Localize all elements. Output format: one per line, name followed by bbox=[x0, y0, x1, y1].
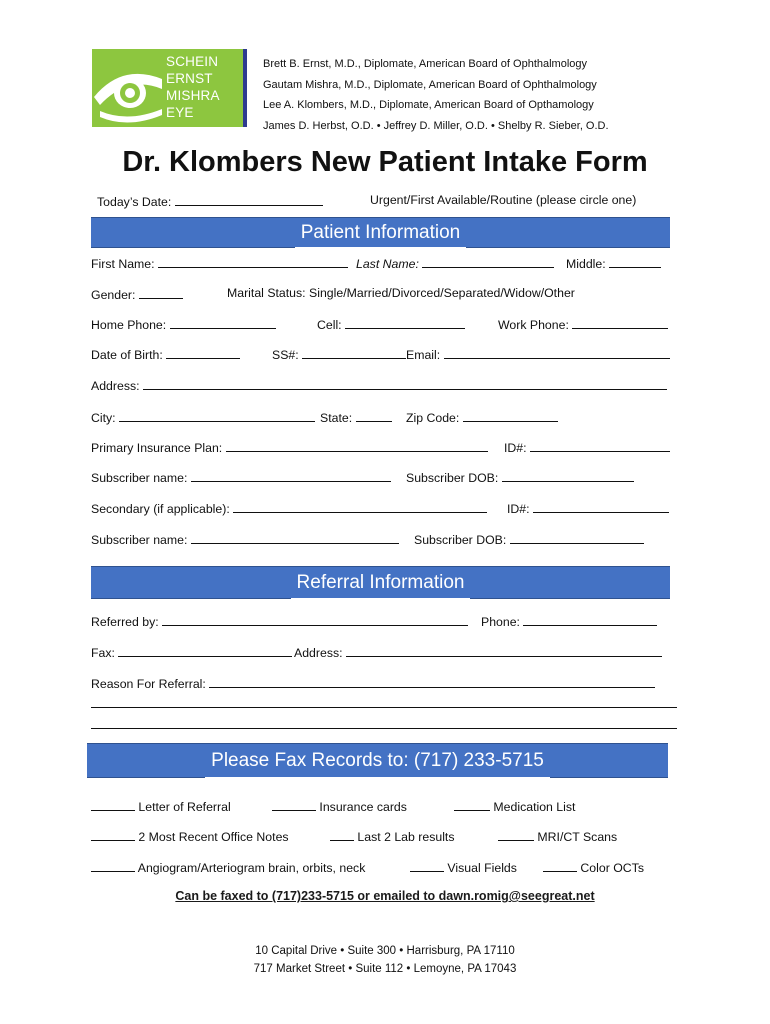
cell-field[interactable] bbox=[345, 316, 465, 329]
referral-phone-field[interactable] bbox=[523, 613, 657, 626]
record-item bbox=[91, 828, 289, 844]
ss-row bbox=[272, 346, 406, 362]
doctor-line: Lee A. Klombers, M.D., Diplomate, American Board of Opthamology bbox=[263, 99, 594, 111]
email-row bbox=[406, 346, 670, 362]
referral-reason-field[interactable] bbox=[209, 675, 655, 688]
referred-by-row bbox=[91, 613, 468, 629]
zip-label: Zip Code: bbox=[406, 411, 460, 425]
referral-fax-row bbox=[91, 644, 292, 660]
record-item bbox=[330, 828, 455, 844]
state-label: State: bbox=[320, 411, 353, 425]
footer-line: 10 Capital Drive • Suite 300 • Harrisburg, PA 17110 bbox=[255, 945, 515, 957]
date-row bbox=[97, 193, 323, 209]
last-name-row bbox=[356, 255, 554, 271]
referral-phone-row bbox=[481, 613, 657, 629]
record-item-label: MRI/CT Scans bbox=[537, 830, 618, 844]
address-label: Address: bbox=[91, 379, 140, 393]
referral-fax-field[interactable] bbox=[118, 644, 292, 657]
record-check-field[interactable] bbox=[91, 798, 135, 811]
middle-row bbox=[566, 255, 661, 271]
email-field[interactable] bbox=[444, 346, 670, 359]
subscriber-dob-label: Subscriber DOB: bbox=[406, 471, 499, 485]
record-item-label: 2 Most Recent Office Notes bbox=[138, 830, 289, 844]
referred-by-field[interactable] bbox=[162, 613, 468, 626]
middle-field[interactable] bbox=[609, 255, 661, 268]
date-label: Today’s Date: bbox=[97, 195, 172, 209]
fax-records-heading bbox=[87, 743, 668, 778]
primary-insurance-row bbox=[91, 439, 488, 455]
section-heading-text: Please Fax Records to: (717) 233-5715 bbox=[205, 744, 550, 778]
doctor-line: Brett B. Ernst, M.D., Diplomate, American Board of Ophthalmology bbox=[263, 58, 588, 70]
record-check-field[interactable] bbox=[543, 859, 577, 872]
record-item bbox=[498, 828, 617, 844]
cell-label: Cell: bbox=[317, 318, 342, 332]
record-item bbox=[91, 859, 365, 875]
ss-label: SS#: bbox=[272, 348, 299, 362]
secondary-subscriber-dob-field[interactable] bbox=[510, 531, 644, 544]
record-check-field[interactable] bbox=[330, 828, 354, 841]
secondary-id-field[interactable] bbox=[533, 500, 669, 513]
secondary-subscriber-name-row bbox=[91, 531, 399, 547]
primary-insurance-field[interactable] bbox=[226, 439, 488, 452]
referral-address-field[interactable] bbox=[346, 644, 662, 657]
address-row bbox=[91, 377, 667, 393]
doctor-line: James D. Herbst, O.D. • Jeffrey D. Miller, O.D. • Shelby R. Sieber, O.D. bbox=[263, 119, 609, 132]
primary-id-label: ID#: bbox=[504, 441, 527, 455]
logo-line: SCHEIN bbox=[166, 54, 219, 69]
form-title: Dr. Klombers New Patient Intake Form bbox=[122, 146, 648, 178]
record-item-label: Insurance cards bbox=[319, 800, 407, 814]
home-phone-label: Home Phone: bbox=[91, 318, 167, 332]
record-item bbox=[454, 798, 575, 814]
secondary-insurance-field[interactable] bbox=[233, 500, 487, 513]
secondary-subscriber-name-label: Subscriber name: bbox=[91, 533, 188, 547]
record-item bbox=[410, 859, 517, 875]
subscriber-name-field[interactable] bbox=[191, 469, 391, 482]
cell-row bbox=[317, 316, 465, 332]
city-field[interactable] bbox=[119, 409, 315, 422]
first-name-field[interactable] bbox=[158, 255, 348, 268]
record-check-field[interactable] bbox=[454, 798, 490, 811]
referral-reason-row bbox=[91, 675, 655, 691]
record-item-label: Letter of Referral bbox=[138, 800, 231, 814]
dob-label: Date of Birth: bbox=[91, 348, 163, 362]
city-label: City: bbox=[91, 411, 116, 425]
referral-reason-line[interactable] bbox=[91, 707, 677, 708]
record-item-label: Visual Fields bbox=[447, 861, 517, 875]
secondary-subscriber-dob-row bbox=[414, 531, 644, 547]
dob-row bbox=[91, 346, 240, 362]
record-item-label: Last 2 Lab results bbox=[357, 830, 455, 844]
referral-reason-line[interactable] bbox=[91, 728, 677, 729]
work-phone-field[interactable] bbox=[572, 316, 668, 329]
address-footer bbox=[0, 942, 770, 978]
record-check-field[interactable] bbox=[272, 798, 316, 811]
work-phone-row bbox=[498, 316, 668, 332]
ss-field[interactable] bbox=[302, 346, 406, 359]
doctor-list bbox=[263, 54, 609, 136]
secondary-subscriber-dob-label: Subscriber DOB: bbox=[414, 533, 507, 547]
subscriber-name-label: Subscriber name: bbox=[91, 471, 188, 485]
work-phone-label: Work Phone: bbox=[498, 318, 569, 332]
marital-status-label[interactable]: Marital Status: Single/Married/Divorced/Separated/Widow/Other bbox=[227, 286, 575, 300]
address-field[interactable] bbox=[143, 377, 667, 390]
logo-line: MISHRA bbox=[166, 88, 220, 103]
state-field[interactable] bbox=[356, 409, 392, 422]
record-item-label: Medication List bbox=[493, 800, 576, 814]
gender-row bbox=[91, 286, 183, 302]
gender-field[interactable] bbox=[139, 286, 183, 299]
date-field[interactable] bbox=[175, 193, 323, 206]
last-name-label: Last Name: bbox=[356, 257, 419, 271]
city-row bbox=[91, 409, 315, 425]
secondary-subscriber-name-field[interactable] bbox=[191, 531, 399, 544]
home-phone-field[interactable] bbox=[170, 316, 276, 329]
referral-phone-label: Phone: bbox=[481, 615, 520, 629]
record-item-label: Angiogram/Arteriogram brain, orbits, neck bbox=[137, 861, 366, 875]
gender-label: Gender: bbox=[91, 288, 136, 302]
referral-address-row bbox=[294, 644, 662, 660]
record-check-field[interactable] bbox=[91, 859, 135, 872]
primary-id-row bbox=[504, 439, 670, 455]
primary-insurance-label: Primary Insurance Plan: bbox=[91, 441, 223, 455]
last-name-field[interactable] bbox=[422, 255, 554, 268]
dob-field[interactable] bbox=[166, 346, 240, 359]
logo-line: EYE bbox=[166, 105, 194, 120]
referred-by-label: Referred by: bbox=[91, 615, 159, 629]
subscriber-name-row bbox=[91, 469, 391, 485]
secondary-id-row bbox=[507, 500, 669, 516]
record-check-field[interactable] bbox=[410, 859, 444, 872]
secondary-insurance-label: Secondary (if applicable): bbox=[91, 502, 230, 516]
secondary-id-label: ID#: bbox=[507, 502, 530, 516]
record-item bbox=[543, 859, 644, 875]
patient-info-heading bbox=[91, 217, 670, 248]
zip-field[interactable] bbox=[463, 409, 558, 422]
record-item bbox=[91, 798, 231, 814]
record-item-label: Color OCTs bbox=[580, 861, 644, 875]
referral-reason-label: Reason For Referral: bbox=[91, 677, 206, 691]
practice-logo bbox=[92, 49, 247, 127]
zip-row bbox=[406, 409, 558, 425]
urgency-label[interactable]: Urgent/First Available/Routine (please circle one) bbox=[370, 193, 637, 207]
eye-icon bbox=[92, 49, 172, 127]
secondary-insurance-row bbox=[91, 500, 487, 516]
logo-wordmark bbox=[166, 53, 220, 121]
referral-address-label: Address: bbox=[294, 646, 343, 660]
doctor-line: Gautam Mishra, M.D., Diplomate, American Board of Ophthalmology bbox=[263, 78, 597, 91]
footer-line: 717 Market Street • Suite 112 • Lemoyne, PA 17043 bbox=[253, 963, 517, 975]
fax-email-note: Can be faxed to (717)233-5715 or emailed to dawn.romig@seegreat.net bbox=[175, 889, 595, 903]
first-name-label: First Name: bbox=[91, 257, 155, 271]
middle-label: Middle: bbox=[566, 257, 606, 271]
section-heading-text: Patient Information bbox=[295, 218, 466, 248]
logo-line: ERNST bbox=[166, 71, 213, 86]
referral-fax-label: Fax: bbox=[91, 646, 115, 660]
section-heading-text: Referral Information bbox=[291, 567, 471, 599]
record-check-field[interactable] bbox=[91, 828, 135, 841]
record-item bbox=[272, 798, 407, 814]
first-name-row bbox=[91, 255, 348, 271]
subscriber-dob-row bbox=[406, 469, 634, 485]
record-check-field[interactable] bbox=[498, 828, 534, 841]
email-label: Email: bbox=[406, 348, 441, 362]
primary-id-field[interactable] bbox=[530, 439, 670, 452]
home-phone-row bbox=[91, 316, 276, 332]
state-row bbox=[320, 409, 392, 425]
subscriber-dob-field[interactable] bbox=[502, 469, 634, 482]
referral-info-heading bbox=[91, 566, 670, 599]
